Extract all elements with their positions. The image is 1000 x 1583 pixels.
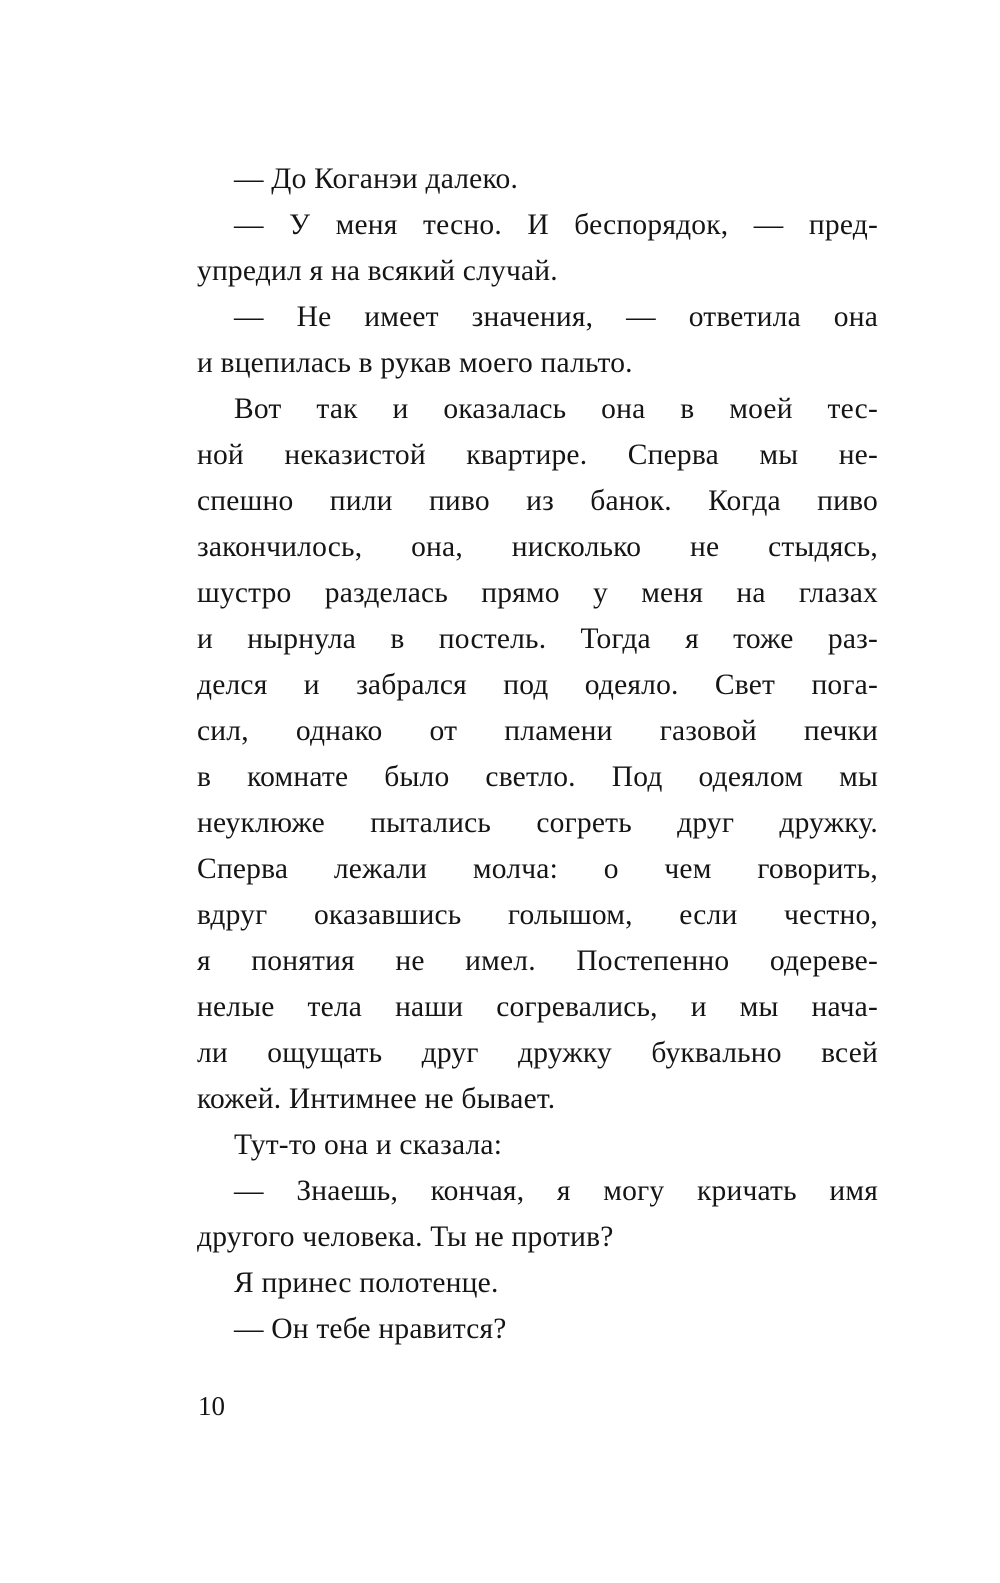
paragraph: [197, 386, 878, 1122]
paragraph: [197, 294, 878, 386]
text-line: Я принес полотенце.: [234, 1267, 499, 1299]
text-line: Тут-то она и сказала:: [234, 1129, 503, 1161]
paragraph: [197, 1306, 878, 1352]
text-line: другого человека. Ты не против?: [197, 1221, 614, 1253]
text-line: нелые тела наши согревались, и мы нача-: [197, 991, 878, 1023]
text-line: Вот так и оказалась она в моей тес-: [234, 393, 878, 425]
paragraph: [197, 1260, 878, 1306]
page-number: 10: [198, 1391, 225, 1421]
text-line: — Знаешь, кончая, я могу кричать имя: [234, 1175, 878, 1207]
text-line: в комнате было светло. Под одеялом мы: [197, 761, 878, 793]
text-line: я понятия не имел. Постепенно одереве-: [197, 945, 878, 977]
text-line: — Он тебе нравится?: [234, 1313, 507, 1345]
text-line: — Не имеет значения, — ответила она: [234, 301, 878, 333]
paragraph: [197, 1168, 878, 1260]
text-line: и вцепилась в рукав моего пальто.: [197, 347, 633, 379]
text-line: делся и забрался под одеяло. Свет пога-: [197, 669, 878, 701]
paragraph: [197, 202, 878, 294]
page-text-block: [197, 156, 878, 1352]
text-line: — До Коганэи далеко.: [234, 163, 519, 195]
paragraph: [197, 1122, 878, 1168]
text-line: вдруг оказавшись голышом, если честно,: [197, 899, 878, 931]
text-line: Сперва лежали молча: о чем говорить,: [197, 853, 878, 885]
text-line: закончилось, она, нисколько не стыдясь,: [197, 531, 878, 563]
paragraph: [197, 156, 878, 202]
text-line: неуклюже пытались согреть друг дружку.: [197, 807, 878, 839]
text-line: упредил я на всякий случай.: [197, 255, 558, 287]
text-line: спешно пили пиво из банок. Когда пиво: [197, 485, 878, 517]
text-line: сил, однако от пламени газовой печки: [197, 715, 878, 747]
text-line: шустро разделась прямо у меня на глазах: [197, 577, 878, 609]
text-line: кожей. Интимнее не бывает.: [197, 1083, 556, 1115]
text-line: — У меня тесно. И беспорядок, — пред-: [234, 209, 878, 241]
text-line: ной неказистой квартире. Сперва мы не-: [197, 439, 878, 471]
text-line: и нырнула в постель. Тогда я тоже раз-: [197, 623, 878, 655]
text-line: ли ощущать друг дружку буквально всей: [197, 1037, 878, 1069]
